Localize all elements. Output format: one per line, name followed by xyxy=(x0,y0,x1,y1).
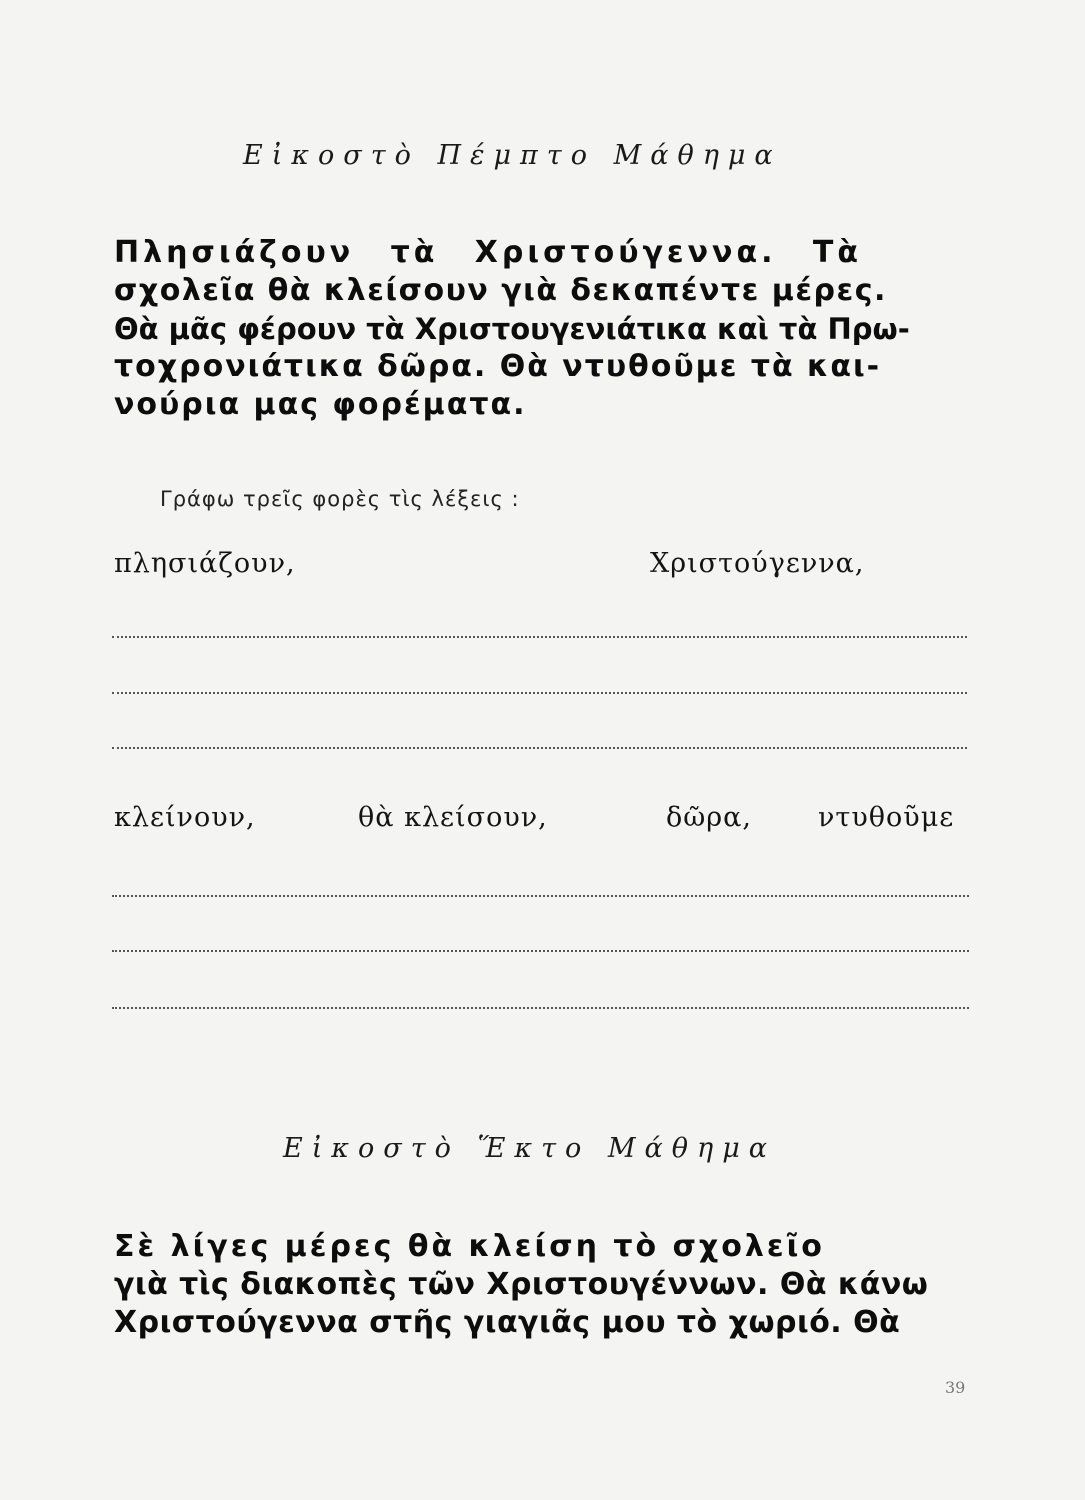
paragraph-line: σχολεῖα θὰ κλείσουν γιὰ δεκαπέντε μέρες. xyxy=(114,273,887,308)
paragraph-line: Πλησιάζουν τὰ Χριστούγεννα. Τὰ xyxy=(114,235,862,270)
practice-word: ντυθοῦμε xyxy=(818,802,955,833)
writing-line xyxy=(112,950,969,952)
practice-word: θὰ κλείσουν, xyxy=(358,802,548,833)
writing-line xyxy=(112,636,967,638)
practice-word: κλείνουν, xyxy=(114,802,256,833)
lesson-26-paragraph xyxy=(114,1228,928,1342)
paragraph-line: Χριστούγεννα στῆς γιαγιᾶς μου τὸ χωριό. Θὰ xyxy=(114,1305,901,1340)
writing-line xyxy=(112,747,967,749)
exercise-instruction: Γράφω τρεῖς φορὲς τὶς λέξεις : xyxy=(160,487,520,511)
writing-line xyxy=(112,692,967,694)
practice-word: πλησιάζουν, xyxy=(114,548,296,579)
practice-word: Χριστούγεννα, xyxy=(650,548,865,579)
paragraph-line: τοχρονιάτικα δῶρα. Θὰ ντυθοῦμε τὰ και- xyxy=(114,349,882,384)
paragraph-line: γιὰ τὶς διακοπὲς τῶν Χριστουγέννων. Θὰ κάνω xyxy=(114,1267,929,1302)
paragraph-line: Θὰ μᾶς φέρουν τὰ Χριστουγενιάτικα καὶ τὰ Πρω- xyxy=(114,312,910,346)
paragraph-line: Σὲ λίγες μέρες θὰ κλείση τὸ σχολεῖο xyxy=(114,1229,825,1264)
lesson-25-paragraph xyxy=(114,234,910,424)
lesson-25-title: Εἰκοστὸ Πέμπτο Μάθημα xyxy=(243,140,782,171)
practice-word: δῶρα, xyxy=(666,802,752,833)
lesson-26-title: Εἰκοστὸ Ἕκτο Μάθημα xyxy=(283,1133,776,1164)
writing-line xyxy=(112,895,969,897)
page-number: 39 xyxy=(945,1378,966,1397)
paragraph-line: νούρια μας φορέματα. xyxy=(114,387,527,422)
writing-line xyxy=(112,1007,969,1009)
